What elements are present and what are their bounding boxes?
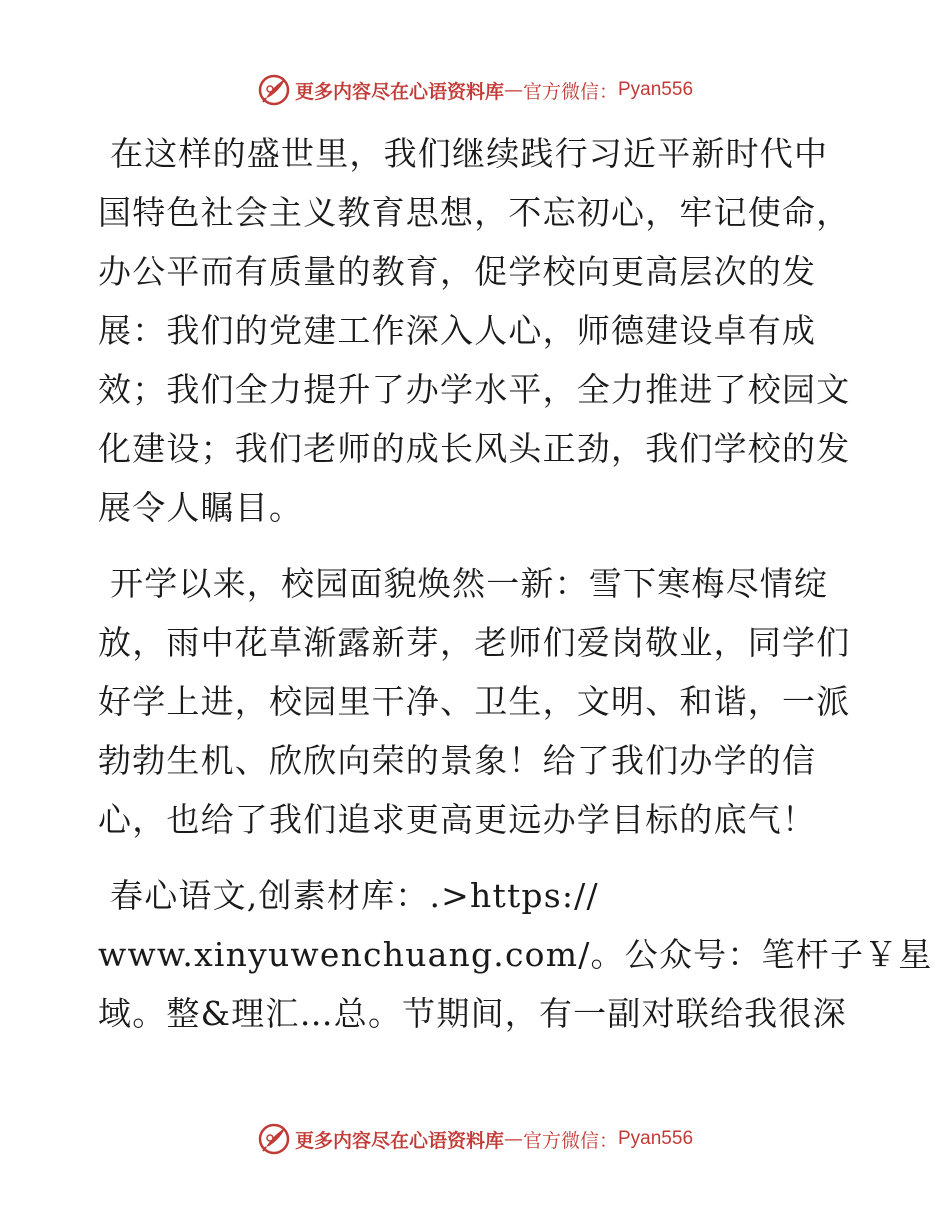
quill-pen-logo-icon: [257, 1122, 291, 1156]
text-line: 放，雨中花草渐露新芽，老师们爱岗敬业，同学们: [98, 623, 851, 662]
text-line: 好学上进，校园里干净、卫生，文明、和谐，一派: [98, 682, 851, 721]
banner-wechat-id: Pyan556: [618, 1128, 694, 1149]
text-line: 展：我们的党建工作深入人心，师德建设卓有成: [98, 311, 817, 350]
quill-pen-logo-icon: [257, 73, 291, 107]
text-line: 域。整&理汇…总。节期间，有一副对联给我很深: [98, 994, 847, 1033]
banner-wechat-label: 官方微信：: [522, 80, 618, 103]
text-line: 展令人瞩目。: [98, 488, 304, 527]
text-line: 办公平而有质量的教育，促学校向更高层次的发: [98, 252, 817, 291]
text-line: 化建设；我们老师的成长风头正劲，我们学校的发: [98, 429, 851, 468]
banner-wechat-label: 官方微信：: [522, 1129, 618, 1152]
paragraph-3: [98, 866, 933, 1043]
paragraph-1: [98, 124, 858, 537]
text-line: 心，也给了我们追求更高更远办学目标的底气！: [98, 800, 817, 839]
text-line: 国特色社会主义教育思想，不忘初心，牢记使命，: [98, 193, 851, 232]
banner-main-text: 更多内容尽在心语资料库: [294, 80, 504, 103]
banner-separator: —: [503, 79, 523, 101]
document-body: [98, 124, 933, 1060]
paragraph-2: [98, 554, 858, 849]
text-line: www.xinyuwenchuang.com/。公众号：笔杆子￥星: [98, 935, 933, 974]
banner-separator: —: [503, 1128, 523, 1150]
header-banner: [0, 70, 950, 110]
footer-banner: [0, 1119, 950, 1159]
text-line: 在这样的盛世里，我们继续践行习近平新时代中: [110, 134, 829, 173]
text-line: 春心语文,创素材库：.>https://: [110, 876, 599, 915]
text-line: 开学以来，校园面貌焕然一新：雪下寒梅尽情绽: [110, 564, 829, 603]
text-line: 效；我们全力提升了办学水平，全力推进了校园文: [98, 370, 851, 409]
text-line: 勃勃生机、欣欣向荣的景象！给了我们办学的信: [98, 741, 817, 780]
banner-wechat-id: Pyan556: [618, 79, 694, 100]
banner-main-text: 更多内容尽在心语资料库: [294, 1129, 504, 1152]
